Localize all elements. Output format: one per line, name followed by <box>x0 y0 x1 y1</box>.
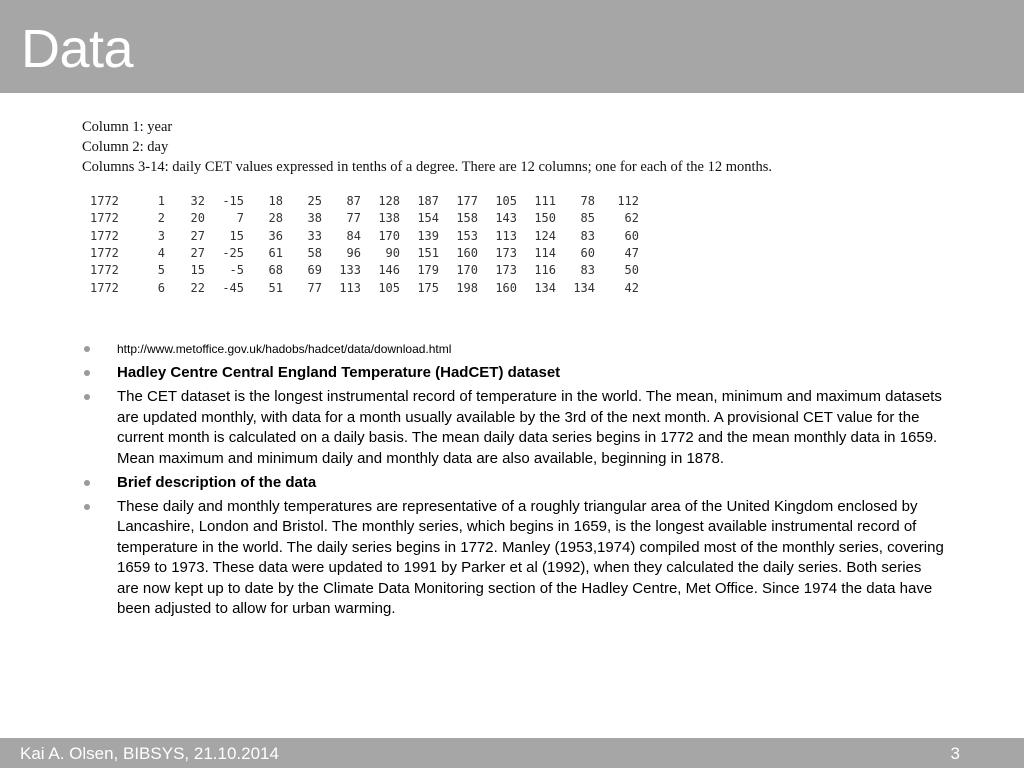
table-cell: 84 <box>346 228 361 243</box>
table-cell: 160 <box>495 280 517 295</box>
table-cell: 112 <box>617 194 639 209</box>
table-cell: -5 <box>229 263 244 278</box>
table-cell: 177 <box>456 194 478 209</box>
table-cell: 78 <box>580 194 595 209</box>
footer-bar <box>0 738 1024 768</box>
table-cell: 160 <box>456 246 478 261</box>
table-cell: 27 <box>190 228 205 243</box>
table-row <box>90 193 639 210</box>
table-cell: 6 <box>157 280 165 295</box>
table-row <box>90 279 639 296</box>
table-cell: 133 <box>339 263 361 278</box>
table-cell: 15 <box>190 263 205 278</box>
table-cell: 150 <box>534 211 556 226</box>
table-cell: 28 <box>268 211 283 226</box>
table-cell: 2 <box>157 211 165 226</box>
table-cell: 151 <box>417 246 439 261</box>
table-cell: 105 <box>495 194 517 209</box>
table-cell: 77 <box>346 211 361 226</box>
table-cell: 128 <box>378 194 400 209</box>
table-cell: 1772 <box>90 280 119 295</box>
table-cell: 139 <box>417 228 439 243</box>
table-cell: 60 <box>624 228 639 243</box>
table-cell: 138 <box>378 211 400 226</box>
dataset-description: The CET dataset is the longest instrumental record of temperature in the world. The mean, minimum and maximum datasets are updated monthly, with data for a month usually available by the 3rd of the next month. A provisional CET value for the current month is calculated on a daily basis. The mean daily data series begins in 1772 and the mean monthly data in 1659. Mean maximum and minimum daily and monthly data are also available, beginning in 1878. <box>117 388 942 467</box>
table-cell: 18 <box>268 194 283 209</box>
table-cell: 111 <box>534 194 556 209</box>
table-cell: 187 <box>417 194 439 209</box>
table-cell: 114 <box>534 246 556 261</box>
table-cell: 170 <box>456 263 478 278</box>
slide-title: Data <box>21 19 134 79</box>
page-number: 3 <box>950 744 960 763</box>
bullet-item-brief-heading <box>84 473 946 494</box>
table-cell: 1 <box>157 194 165 209</box>
table-cell: 60 <box>580 246 595 261</box>
table-cell: 124 <box>534 228 556 243</box>
table-cell: 96 <box>346 246 361 261</box>
table-cell: 47 <box>624 246 639 261</box>
table-cell: 38 <box>307 211 322 226</box>
table-cell: 134 <box>534 280 556 295</box>
table-cell: 175 <box>417 280 439 295</box>
table-cell: 87 <box>346 194 361 209</box>
table-cell: 1772 <box>90 246 119 261</box>
table-cell: 61 <box>268 246 283 261</box>
table-cell: 20 <box>190 211 205 226</box>
table-cell: 32 <box>190 194 205 209</box>
bullet-item-dataset-description <box>84 387 946 469</box>
table-cell: 15 <box>229 228 244 243</box>
table-cell: 146 <box>378 263 400 278</box>
table-cell: 7 <box>236 211 244 226</box>
table-cell: 143 <box>495 211 517 226</box>
table-cell: 1772 <box>90 263 119 278</box>
table-cell: 25 <box>307 194 322 209</box>
table-cell: -45 <box>222 280 244 295</box>
table-cell: 1772 <box>90 194 119 209</box>
table-cell: 85 <box>580 211 595 226</box>
table-cell: 1772 <box>90 228 119 243</box>
bullet-item-source-url[interactable] <box>84 340 946 359</box>
table-cell: 170 <box>378 228 400 243</box>
table-cell: 68 <box>268 263 283 278</box>
table-cell: 5 <box>157 263 165 278</box>
table-cell: 33 <box>307 228 322 243</box>
bullet-dot-icon <box>84 480 90 486</box>
table-cell: 153 <box>456 228 478 243</box>
table-row <box>90 228 639 245</box>
bullet-dot-icon <box>84 370 90 376</box>
table-cell: 90 <box>385 246 400 261</box>
table-cell: 173 <box>495 263 517 278</box>
table-cell: -25 <box>222 246 244 261</box>
table-row <box>90 210 639 227</box>
table-row <box>90 245 639 262</box>
table-cell: 51 <box>268 280 283 295</box>
table-cell: 50 <box>624 263 639 278</box>
table-cell: 1772 <box>90 211 119 226</box>
brief-description: These daily and monthly temperatures are representative of a roughly triangular area of the United Kingdom enclosed by Lancashire, London and Bristol. The monthly series, which begins in 1659, is the longest available instrumental record of temperature in the world. The daily series begins in 1772. Manley (1953,1974) compiled most of the monthly series, covering 1659 to 1973. These data were updated to 1991 by Parker et al (1992), when they calculated the daily series. Both series are now kept up to date by the Climate Data Monitoring section of the Hadley Centre, Met Office. Since 1974 the data have been adjusted to allow for urban warming. <box>117 497 944 617</box>
table-row <box>90 262 639 279</box>
bullet-item-brief-description <box>84 497 946 620</box>
table-cell: 77 <box>307 280 322 295</box>
table-cell: -15 <box>222 194 244 209</box>
table-cell: 62 <box>624 211 639 226</box>
column-description-1: Column 1: year <box>82 119 173 135</box>
column-description-3: Columns 3-14: daily CET values expressed in tenths of a degree. There are 12 columns; one for each of the 12 months. <box>82 159 773 175</box>
table-cell: 36 <box>268 228 283 243</box>
table-cell: 83 <box>580 263 595 278</box>
table-cell: 22 <box>190 280 205 295</box>
table-cell: 113 <box>339 280 361 295</box>
table-cell: 158 <box>456 211 478 226</box>
table-cell: 179 <box>417 263 439 278</box>
table-cell: 3 <box>157 228 165 243</box>
table-cell: 42 <box>624 280 639 295</box>
column-description-2: Column 2: day <box>82 139 169 155</box>
title-bar <box>0 0 1024 93</box>
table-cell: 134 <box>573 280 595 295</box>
table-cell: 69 <box>307 263 322 278</box>
table-cell: 83 <box>580 228 595 243</box>
table-cell: 105 <box>378 280 400 295</box>
footer-author: Kai A. Olsen, BIBSYS, 21.10.2014 <box>20 744 279 763</box>
table-cell: 116 <box>534 263 556 278</box>
bullet-dot-icon <box>84 504 90 510</box>
table-cell: 198 <box>456 280 478 295</box>
bullet-item-dataset-heading <box>84 363 946 384</box>
bullet-dot-icon <box>84 394 90 400</box>
data-format-figure <box>82 117 882 297</box>
table-cell: 4 <box>157 246 165 261</box>
table-cell: 58 <box>307 246 322 261</box>
source-url-link[interactable]: http://www.metoffice.gov.uk/hadobs/hadcet/data/download.html <box>117 342 452 356</box>
table-cell: 173 <box>495 246 517 261</box>
bullet-dot-icon <box>84 346 90 352</box>
table-cell: 113 <box>495 228 517 243</box>
sample-data-table <box>90 193 639 297</box>
bullet-list <box>84 340 946 623</box>
table-cell: 154 <box>417 211 439 226</box>
dataset-heading: Hadley Centre Central England Temperature (HadCET) dataset <box>117 364 561 381</box>
table-cell: 27 <box>190 246 205 261</box>
brief-heading: Brief description of the data <box>117 473 317 491</box>
